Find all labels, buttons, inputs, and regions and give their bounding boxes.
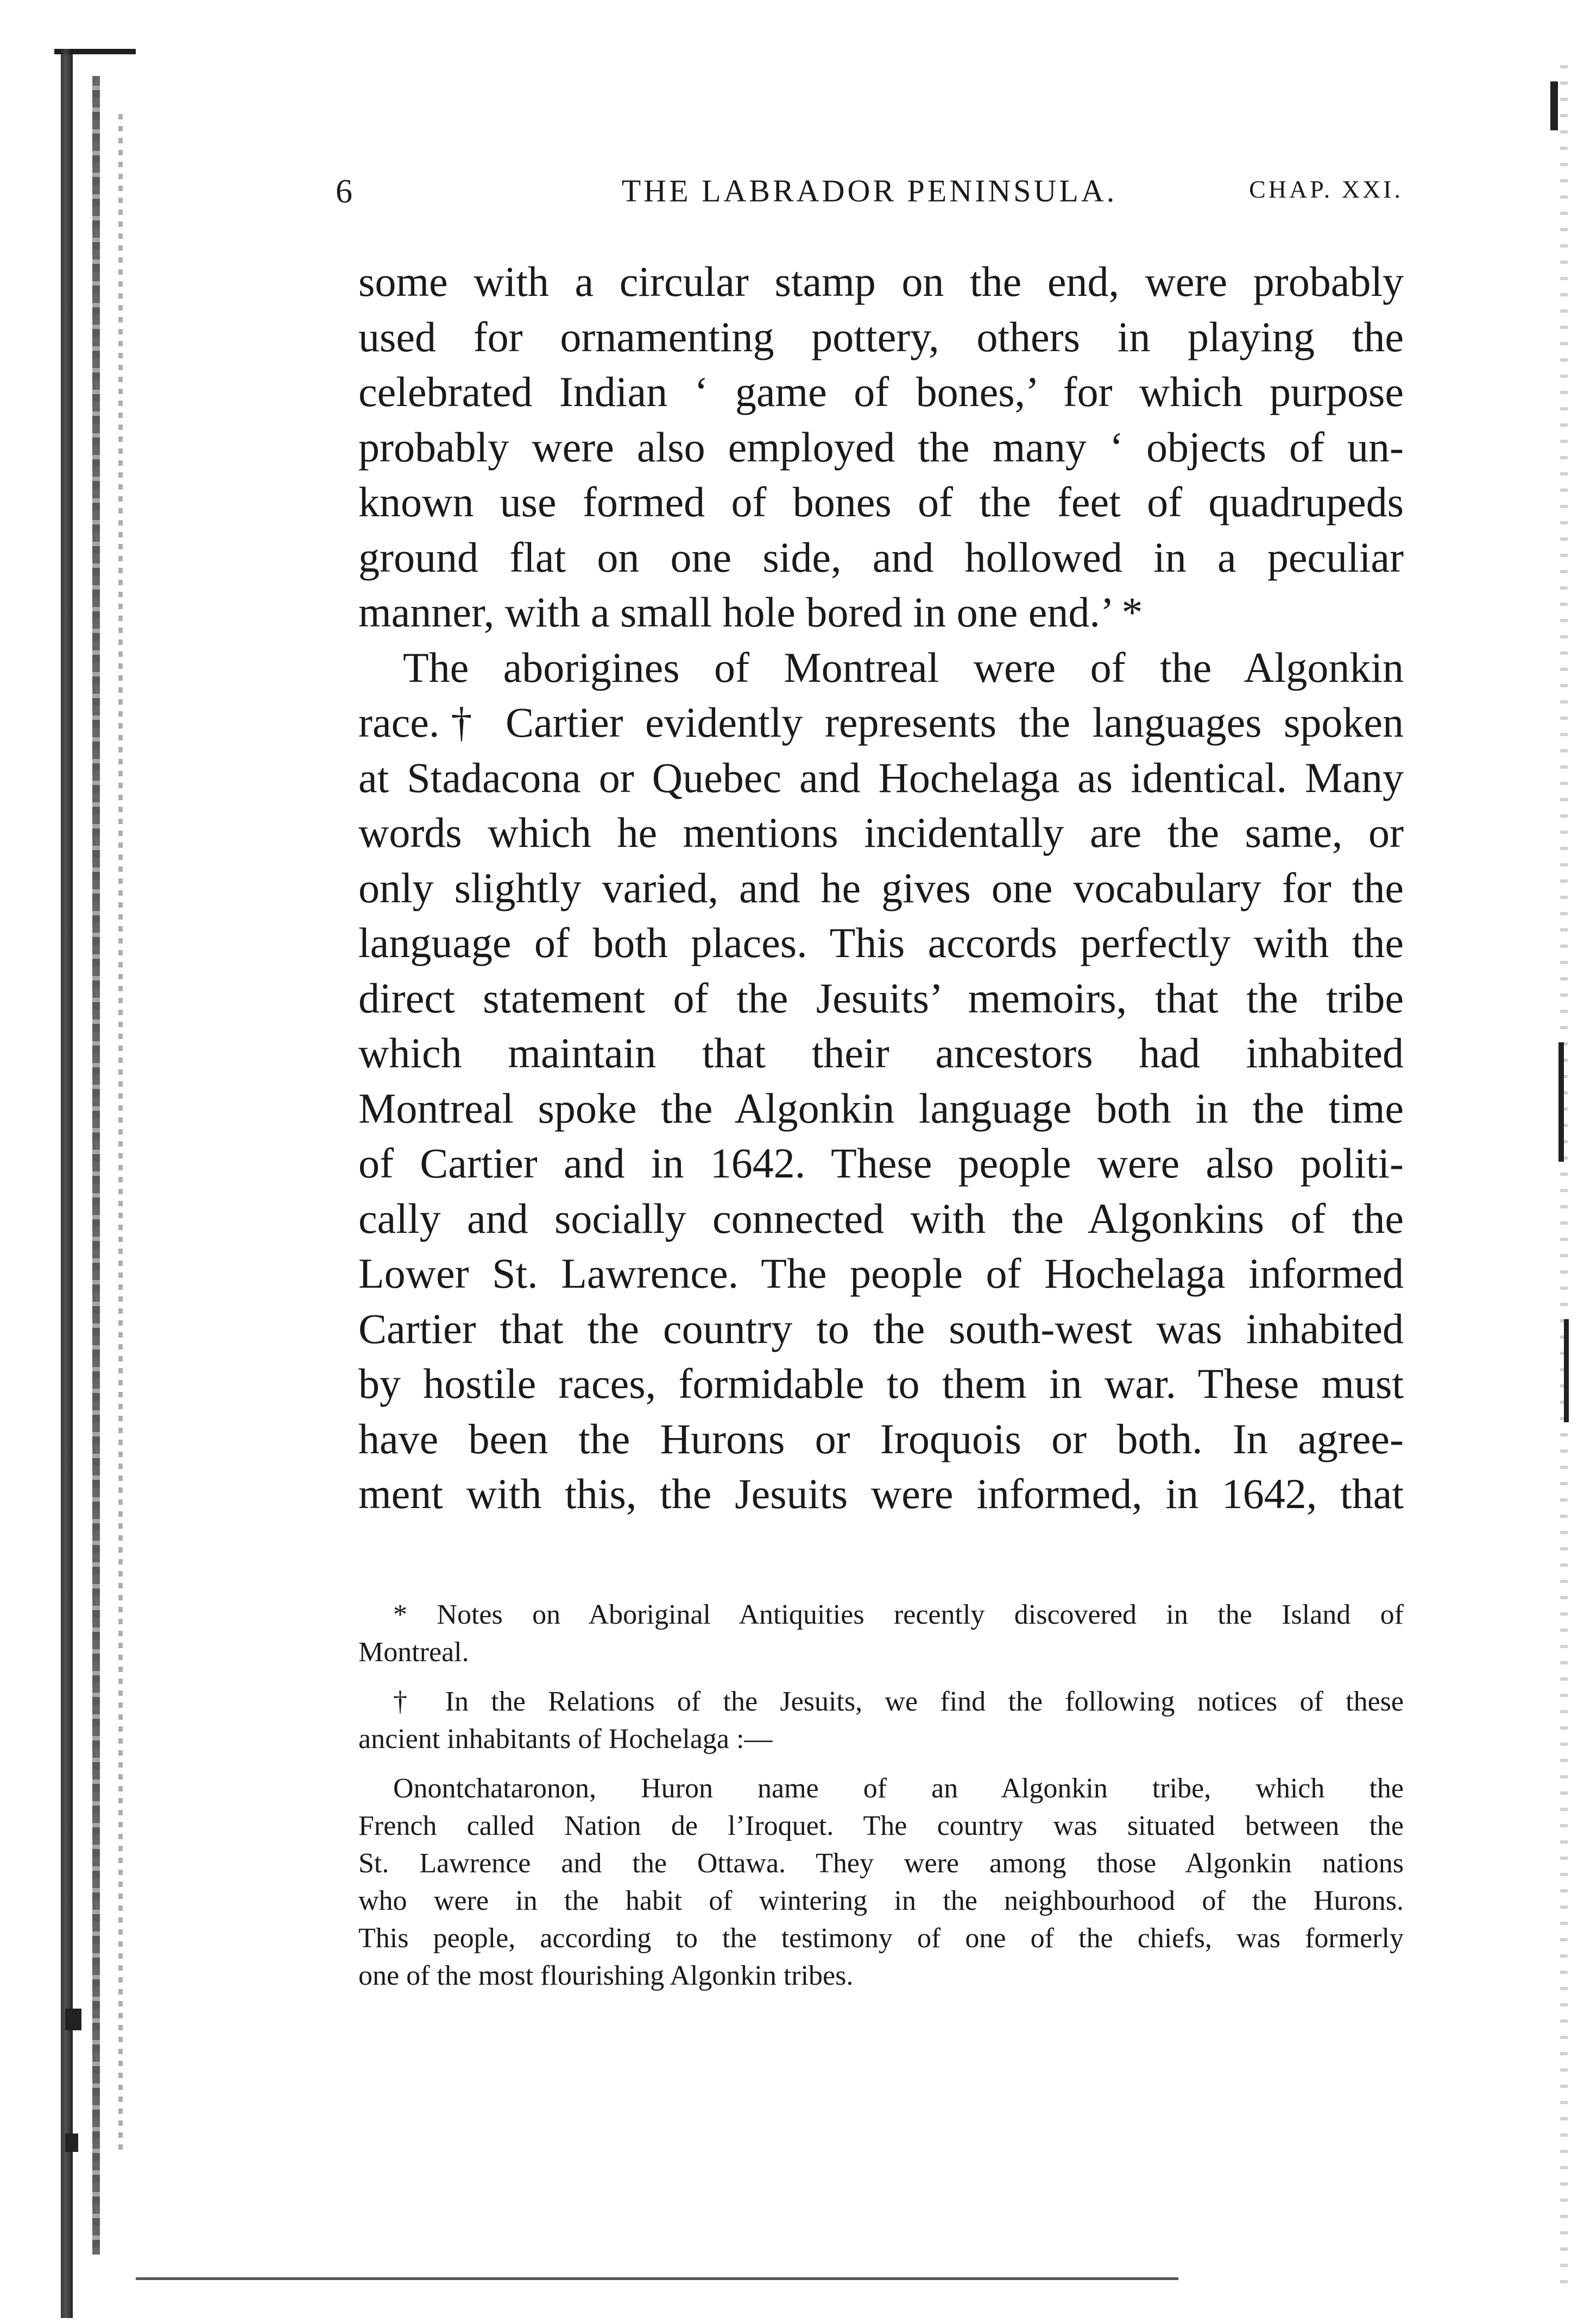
- speck: [1550, 81, 1558, 130]
- footnote-line: * Notes on Aboriginal Antiquities recently discovered in the Island of: [393, 1599, 1404, 1630]
- text-line: cally and socially connected with the Algonkins of the: [358, 1194, 1404, 1242]
- text-line: direct statement of the Jesuits’ memoirs, that the tribe: [358, 974, 1404, 1022]
- text-line: words which he mentions incidentally are the same, or: [358, 809, 1404, 856]
- speck: [1564, 1319, 1569, 1422]
- binding-margin-marks: [118, 114, 123, 2156]
- binding-stitching: [92, 76, 100, 2255]
- footnote-spacer: [358, 1758, 1404, 1770]
- running-head: [336, 173, 1403, 216]
- text-line: ment with this, the Jesuits were informed, in 1642, that: [358, 1470, 1404, 1517]
- page-binding-edge: [54, 49, 141, 2318]
- footnote-line: This people, according to the testimony of one of the chiefs, was formerly: [358, 1923, 1404, 1954]
- speck: [65, 2133, 78, 2152]
- text-line: The aborigines of Montreal were of the Algonkin: [403, 643, 1404, 691]
- text-line: by hostile races, formidable to them in war. These must: [358, 1360, 1404, 1407]
- text-line: ground flat on one side, and hollowed in a peculiar: [358, 533, 1404, 581]
- text-line: probably were also employed the many ‘ objects of un-: [358, 423, 1404, 471]
- footnotes: [358, 1596, 1404, 1994]
- text-line: manner, with a small hole bored in one end.’ *: [358, 588, 1143, 636]
- chapter-label: CHAP. XXI.: [1249, 175, 1403, 203]
- footnote-line: French called Nation de l’Iroquet. The country was situated between the: [358, 1810, 1404, 1841]
- text-line: of Cartier and in 1642. These people were also politi-: [358, 1139, 1404, 1187]
- footnote-line: Montreal.: [358, 1637, 469, 1668]
- footnote: [358, 1683, 1404, 1758]
- paragraph: [358, 254, 1404, 640]
- text-line: which maintain that their ancestors had inhabited: [358, 1029, 1404, 1076]
- bottom-edge-rule: [136, 2277, 1178, 2280]
- footnote-spacer: [358, 1671, 1404, 1683]
- footnote-line: Onontchataronon, Huron name of an Algonkin tribe, which the: [393, 1773, 1404, 1804]
- footnote-line: one of the most flourishing Algonkin tribes.: [358, 1960, 854, 1991]
- text-line: Montreal spoke the Algonkin language both in the time: [358, 1084, 1404, 1132]
- footnote: [358, 1596, 1404, 1671]
- text-line: only slightly varied, and he gives one vocabulary for the: [358, 864, 1404, 911]
- text-line: language of both places. This accords perfectly with the: [358, 919, 1404, 966]
- body-text: [358, 254, 1404, 1522]
- text-line: some with a circular stamp on the end, were probably: [358, 258, 1404, 305]
- text-line: at Stadacona or Quebec and Hochelaga as identical. Many: [358, 753, 1404, 801]
- speck: [65, 2009, 81, 2030]
- running-title: THE LABRADOR PENINSULA.: [621, 173, 1118, 208]
- text-line: Lower St. Lawrence. The people of Hochelaga informed: [358, 1250, 1404, 1297]
- footnote-line: ancient inhabitants of Hochelaga :—: [358, 1724, 773, 1755]
- footnote-line: St. Lawrence and the Ottawa. They were among those Algonkin nations: [358, 1848, 1404, 1879]
- right-page-edge: [1560, 65, 1568, 2291]
- text-line: used for ornamenting pottery, others in playing the: [358, 313, 1404, 360]
- text-line: known use formed of bones of the feet of quadrupeds: [358, 478, 1404, 525]
- paragraph: [358, 640, 1404, 1522]
- page-number: 6: [336, 173, 354, 210]
- text-line: have been the Hurons or Iroquois or both. In agree-: [358, 1415, 1404, 1462]
- text-line: race.† Cartier evidently represents the languages spoken: [358, 699, 1404, 746]
- text-line: celebrated Indian ‘ game of bones,’ for which purpose: [358, 368, 1404, 415]
- text-line: Cartier that the country to the south-west was inhabited: [358, 1305, 1404, 1352]
- speck: [1558, 1042, 1564, 1162]
- footnote-line: † In the Relations of the Jesuits, we find the following notices of these: [393, 1686, 1404, 1717]
- footnote: [358, 1770, 1404, 1994]
- footnote-line: who were in the habit of wintering in the neighbourhood of the Hurons.: [358, 1885, 1404, 1916]
- binding-shadow: [61, 49, 73, 2318]
